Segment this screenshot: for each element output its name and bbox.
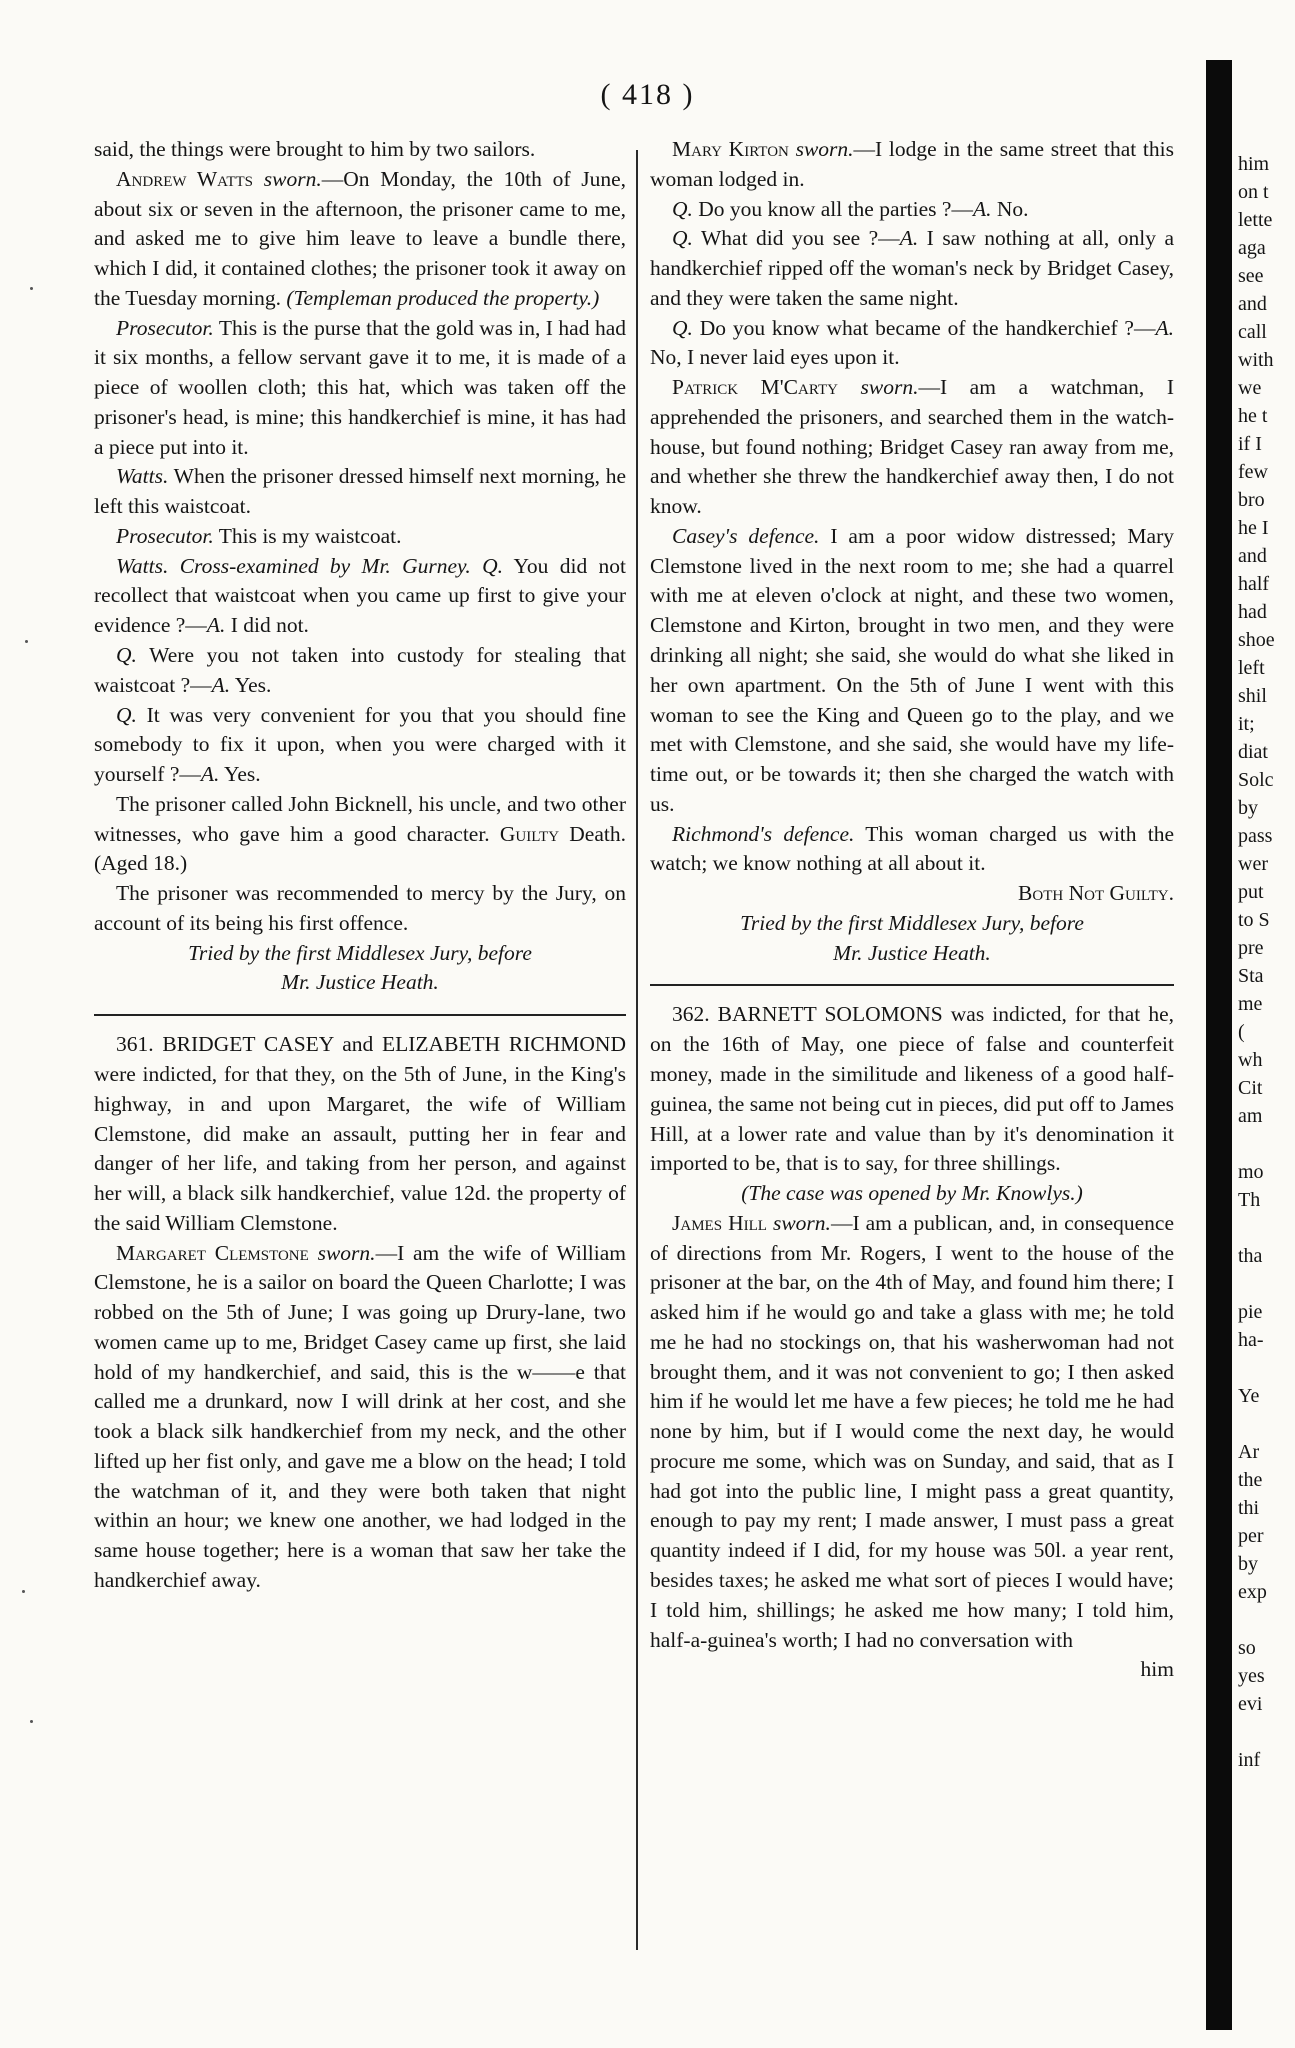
fragment-line: ( bbox=[1238, 1021, 1245, 1043]
fragment-line: and bbox=[1238, 545, 1267, 567]
body-text: Do you know what became of the handkerchief ?— bbox=[692, 315, 1156, 340]
fragment-line: am bbox=[1238, 1105, 1263, 1127]
paragraph bbox=[94, 1030, 626, 1238]
fragment-line bbox=[1238, 1270, 1295, 1298]
italic-text: Watts. bbox=[116, 464, 169, 489]
fragment-line: yes bbox=[1238, 1665, 1265, 1687]
speaker-name: Mary Kirton bbox=[672, 137, 789, 161]
paragraph bbox=[94, 165, 626, 314]
italic-text: A. bbox=[972, 196, 992, 221]
paragraph bbox=[650, 1000, 1174, 1179]
italic-text: Casey's defence. bbox=[672, 523, 820, 548]
body-text: The prisoner was recommended to mercy by the Jury, on account of its being his first offence. bbox=[94, 881, 626, 935]
body-text: What did you see ?— bbox=[692, 226, 900, 251]
body-text: The prisoner called John Bicknell, his uncle, and two other witnesses, who gave him a good character. bbox=[94, 791, 626, 846]
margin-speck bbox=[30, 1720, 33, 1723]
italic-text: Watts. Cross-examined by Mr. Gurney. bbox=[116, 553, 471, 578]
fragment-line: inf bbox=[1238, 1749, 1261, 1771]
right-column bbox=[650, 135, 1174, 1685]
italic-text: sworn. bbox=[308, 1240, 376, 1265]
fragment-line bbox=[1238, 1410, 1295, 1438]
paragraph bbox=[94, 522, 626, 552]
fragment-line: by bbox=[1238, 1553, 1258, 1575]
italic-text: Q. bbox=[482, 553, 504, 578]
fragment-line: thi bbox=[1238, 1497, 1260, 1519]
body-text: Yes. bbox=[219, 762, 261, 787]
body-text: —I am a watchman, I apprehended the prisoners, and searched them in the watch-house, but found nothing; Bridget Casey ran away from me, and whether she threw the handkerchief away then, I do not know. bbox=[650, 375, 1175, 519]
trial-note: Mr. Justice Heath. bbox=[281, 970, 439, 995]
paragraph bbox=[650, 224, 1174, 313]
column-divider bbox=[636, 150, 638, 1950]
paragraph bbox=[650, 195, 1174, 225]
speaker-name: Margaret Clemstone bbox=[116, 1240, 309, 1265]
paragraph: said, the things were brought to him by two sailors. bbox=[94, 137, 536, 161]
fragment-line: he t bbox=[1238, 405, 1268, 427]
paragraph bbox=[94, 314, 626, 463]
fragment-line: Solc bbox=[1238, 769, 1274, 791]
italic-text: A. bbox=[1155, 315, 1174, 340]
trial-note: Tried by the first Middlesex Jury, before bbox=[188, 940, 532, 965]
fragment-line: evi bbox=[1238, 1693, 1263, 1715]
body-text: This is my waistcoat. bbox=[213, 523, 402, 548]
fragment-line: pass bbox=[1238, 825, 1273, 847]
verdict: Both Not Guilty. bbox=[1018, 881, 1174, 906]
paragraph bbox=[94, 790, 626, 879]
fragment-line: to S bbox=[1238, 909, 1270, 931]
margin-speck bbox=[25, 640, 28, 643]
body-text: This woman charged us with the watch; we know nothing at all about it. bbox=[650, 821, 1174, 876]
italic-text: Q. bbox=[116, 702, 137, 727]
fragment-line: if I bbox=[1238, 433, 1262, 455]
body-text: 362. BARNETT SOLOMONS was indicted, for that he, on the 16th of May, one piece of false and counterfeit money, made in the similitude and likeness of a good half-guinea, the same not being cut in pieces, did put off to James Hill, at a lower rate and value than by it's denomination it imported to be, that is to say, for three shillings. bbox=[650, 1002, 1174, 1176]
body-text: 361. BRIDGET CASEY and ELIZABETH RICHMOND were indicted, for that they, on the 5th of June, in the King's highway, in and upon Margaret, the wife of William Clemstone, did make an assault, putting her in fear and danger of her life, and taking from her person, and against her will, a black silk handkerchief, value 12d. the property of the said William Clemstone. bbox=[94, 1032, 626, 1235]
italic-text: Richmond's defence. bbox=[672, 821, 855, 846]
fragment-line: had bbox=[1238, 601, 1267, 623]
fragment-line: wh bbox=[1238, 1049, 1263, 1071]
section-rule bbox=[650, 984, 1174, 986]
fragment-line bbox=[1238, 1214, 1295, 1242]
italic-text: A. bbox=[211, 672, 231, 697]
italic-text: sworn. bbox=[837, 375, 919, 400]
margin-speck bbox=[30, 287, 33, 290]
body-text: —I am a publican, and, in consequence of directions from Mr. Rogers, I went to the house of the prisoner at the bar, on the 4th of May, and found him there; I asked him if he would go and take a glass with me; he told me he had no stockings on, that his washerwoman had not brought them, and it was not convenient to go; I then asked him if he would let me have a few pieces; he told me he had none by him, but if I would come the next day, he would procure me some, which was on Sunday, and said, that as I had got into the public line, I might pass a great quantity, enough to pay my rent; I made answer, I must pass a great quantity indeed if I did, for my house was 50l. a year rent, besides taxes; he asked me what sort of pieces I would have; I told him, shillings; he asked me how many; I told him, half-a-guinea's worth; I had no conversation with bbox=[650, 1210, 1175, 1652]
body-text: —I lodge in the same street that this woman lodged in. bbox=[650, 137, 1174, 191]
italic-text: Q. bbox=[116, 643, 137, 668]
paragraph bbox=[650, 135, 1174, 195]
next-page-fragment bbox=[1238, 150, 1295, 1774]
left-column bbox=[94, 135, 626, 1596]
fragment-line: left bbox=[1238, 657, 1265, 679]
body-text: I am a poor widow distressed; Mary Clemstone lived in the next room to me; she had a quarrel with me at eleven o'clock at night, and these two women, Clemstone and Kirton, brought in two men, and they were drinking all night; she said, she would do what she liked in her own apartment. On the 5th of June I went with this woman to see the King and Queen go to the play, and we met with Clemstone, and she said, she would have my life-time out, or be towards it; then she charged the watch with us. bbox=[650, 523, 1174, 816]
fragment-line: ha- bbox=[1238, 1329, 1264, 1351]
fragment-line: put bbox=[1238, 881, 1264, 903]
italic-text: Q. bbox=[672, 196, 693, 221]
paragraph bbox=[94, 701, 626, 790]
fragment-line: diat bbox=[1238, 741, 1268, 763]
italic-text: A. bbox=[899, 226, 919, 251]
italic-text: Q. bbox=[672, 315, 693, 340]
body-text: Were you not taken into custody for stealing that waistcoat ?— bbox=[94, 643, 626, 697]
speaker-name: Guilty bbox=[499, 821, 560, 846]
italic-text: A. bbox=[206, 613, 226, 638]
fragment-line: pie bbox=[1238, 1301, 1263, 1323]
italic-text: sworn. bbox=[253, 166, 322, 191]
body-text: Do you know all the parties ?— bbox=[692, 196, 973, 221]
italic-text: sworn. bbox=[766, 1210, 831, 1235]
body-text: When the prisoner dressed himself next morning, he left this waistcoat. bbox=[94, 464, 626, 519]
trial-note: (The case was opened by Mr. Knowlys.) bbox=[741, 1181, 1083, 1206]
italic-text: A. bbox=[200, 762, 220, 787]
body-text: Death. (Aged 18.) bbox=[94, 821, 626, 876]
fragment-line: by bbox=[1238, 797, 1258, 819]
fragment-line bbox=[1238, 1130, 1295, 1158]
section-rule bbox=[94, 1014, 626, 1016]
trial-note: Mr. Justice Heath. bbox=[833, 940, 991, 965]
fragment-line: exp bbox=[1238, 1581, 1267, 1603]
fragment-line: Th bbox=[1238, 1189, 1261, 1211]
fragment-line: it; bbox=[1238, 713, 1255, 735]
fragment-line: pre bbox=[1238, 937, 1264, 959]
italic-text: (Templeman produced the property.) bbox=[286, 285, 600, 310]
fragment-line: Sta bbox=[1238, 965, 1264, 987]
italic-text: sworn. bbox=[788, 137, 854, 161]
fragment-line: wer bbox=[1238, 853, 1268, 875]
body-text: It was very convenient for you that you should fine somebody to fix it upon, when you were charged with it yourself ?— bbox=[94, 702, 626, 787]
page-gutter-shadow bbox=[1206, 60, 1232, 2030]
fragment-line bbox=[1238, 1354, 1295, 1382]
paragraph bbox=[94, 462, 626, 522]
fragment-line: so bbox=[1238, 1637, 1256, 1659]
fragment-line: see bbox=[1238, 265, 1264, 287]
paragraph bbox=[650, 1209, 1174, 1655]
body-text: Yes. bbox=[230, 672, 272, 697]
body-text: I did not. bbox=[225, 613, 309, 638]
speaker-name: Patrick M'Carty bbox=[672, 375, 838, 400]
fragment-line: Cit bbox=[1238, 1077, 1263, 1099]
fragment-line: bro bbox=[1238, 489, 1265, 511]
fragment-line: call bbox=[1238, 321, 1267, 343]
fragment-line: he I bbox=[1238, 517, 1269, 539]
italic-text: Prosecutor. bbox=[116, 523, 214, 548]
speaker-name: Andrew Watts bbox=[116, 166, 253, 191]
body-text: You did not recollect that waistcoat when you came up first to give your evidence ?— bbox=[94, 553, 626, 638]
fragment-line: we bbox=[1238, 377, 1262, 399]
italic-text: Prosecutor. bbox=[116, 315, 214, 340]
fragment-line: on t bbox=[1238, 181, 1269, 203]
paragraph bbox=[650, 820, 1174, 880]
speaker-name: James Hill bbox=[672, 1210, 767, 1235]
paragraph bbox=[650, 522, 1174, 820]
catchword: him bbox=[1140, 1657, 1174, 1682]
fragment-line: lette bbox=[1238, 209, 1273, 231]
body-text bbox=[471, 554, 482, 578]
margin-speck bbox=[22, 1590, 25, 1593]
fragment-line bbox=[1238, 1718, 1295, 1746]
fragment-line: per bbox=[1238, 1525, 1264, 1547]
paragraph bbox=[650, 314, 1174, 374]
fragment-line: shoe bbox=[1238, 629, 1275, 651]
fragment-line: tha bbox=[1238, 1245, 1263, 1267]
paragraph bbox=[94, 641, 626, 701]
body-text: This is the purse that the gold was in, I had had it six months, a fellow servant gave it to me, it is made of a piece of woollen cloth; this hat, which was taken off the prisoner's head, is mine; this handkerchief is mine, it has had a piece put into it. bbox=[94, 315, 626, 459]
page-number: ( 418 ) bbox=[600, 78, 695, 111]
paragraph bbox=[94, 552, 626, 641]
trial-note: Tried by the first Middlesex Jury, before bbox=[740, 910, 1084, 935]
fragment-line: him bbox=[1238, 153, 1270, 175]
fragment-line: shil bbox=[1238, 685, 1267, 707]
fragment-line: aga bbox=[1238, 237, 1266, 259]
fragment-line bbox=[1238, 1606, 1295, 1634]
fragment-line: with bbox=[1238, 349, 1274, 371]
paragraph bbox=[94, 1239, 626, 1596]
body-text: I saw nothing at all, only a handkerchief ripped off the woman's neck by Bridget Casey, and they were taken the same night. bbox=[650, 226, 1174, 310]
fragment-line: few bbox=[1238, 461, 1268, 483]
body-text: —On Monday, the 10th of June, about six or seven in the afternoon, the prisoner came to me, and asked me to give him leave to leave a bundle there, which I did, it contained clothes; the prisoner took it away on the Tuesday morning. bbox=[94, 166, 626, 310]
italic-text: Q. bbox=[672, 226, 693, 251]
fragment-line: Ye bbox=[1238, 1385, 1260, 1407]
fragment-line: Ar bbox=[1238, 1441, 1260, 1463]
body-text: —I am the wife of William Clemstone, he is a sailor on board the Queen Charlotte; I was robbed on the 5th of June; I was going up Drury-lane, two women came up to me, Bridget Casey came up first, she laid hold of my handkerchief, and said, this is the w——e that called me a drunkard, now I will drink at her cost, and she took a black silk handkerchief from my neck, and the other lifted up her fist only, and gave me a blow on the head; I told the watchman of it, and they were both taken that night within an hour; we knew one another, we had lodged in the same house together; here is a woman that saw her take the handkerchief away. bbox=[94, 1240, 627, 1592]
body-text: No, I never laid eyes upon it. bbox=[650, 345, 900, 370]
fragment-line: and bbox=[1238, 293, 1267, 315]
paragraph bbox=[94, 879, 626, 939]
fragment-line: mo bbox=[1238, 1161, 1264, 1183]
fragment-line: half bbox=[1238, 573, 1270, 595]
fragment-line: the bbox=[1238, 1469, 1263, 1491]
fragment-line: me bbox=[1238, 993, 1263, 1015]
paragraph bbox=[650, 373, 1174, 522]
body-text: No. bbox=[991, 196, 1029, 221]
